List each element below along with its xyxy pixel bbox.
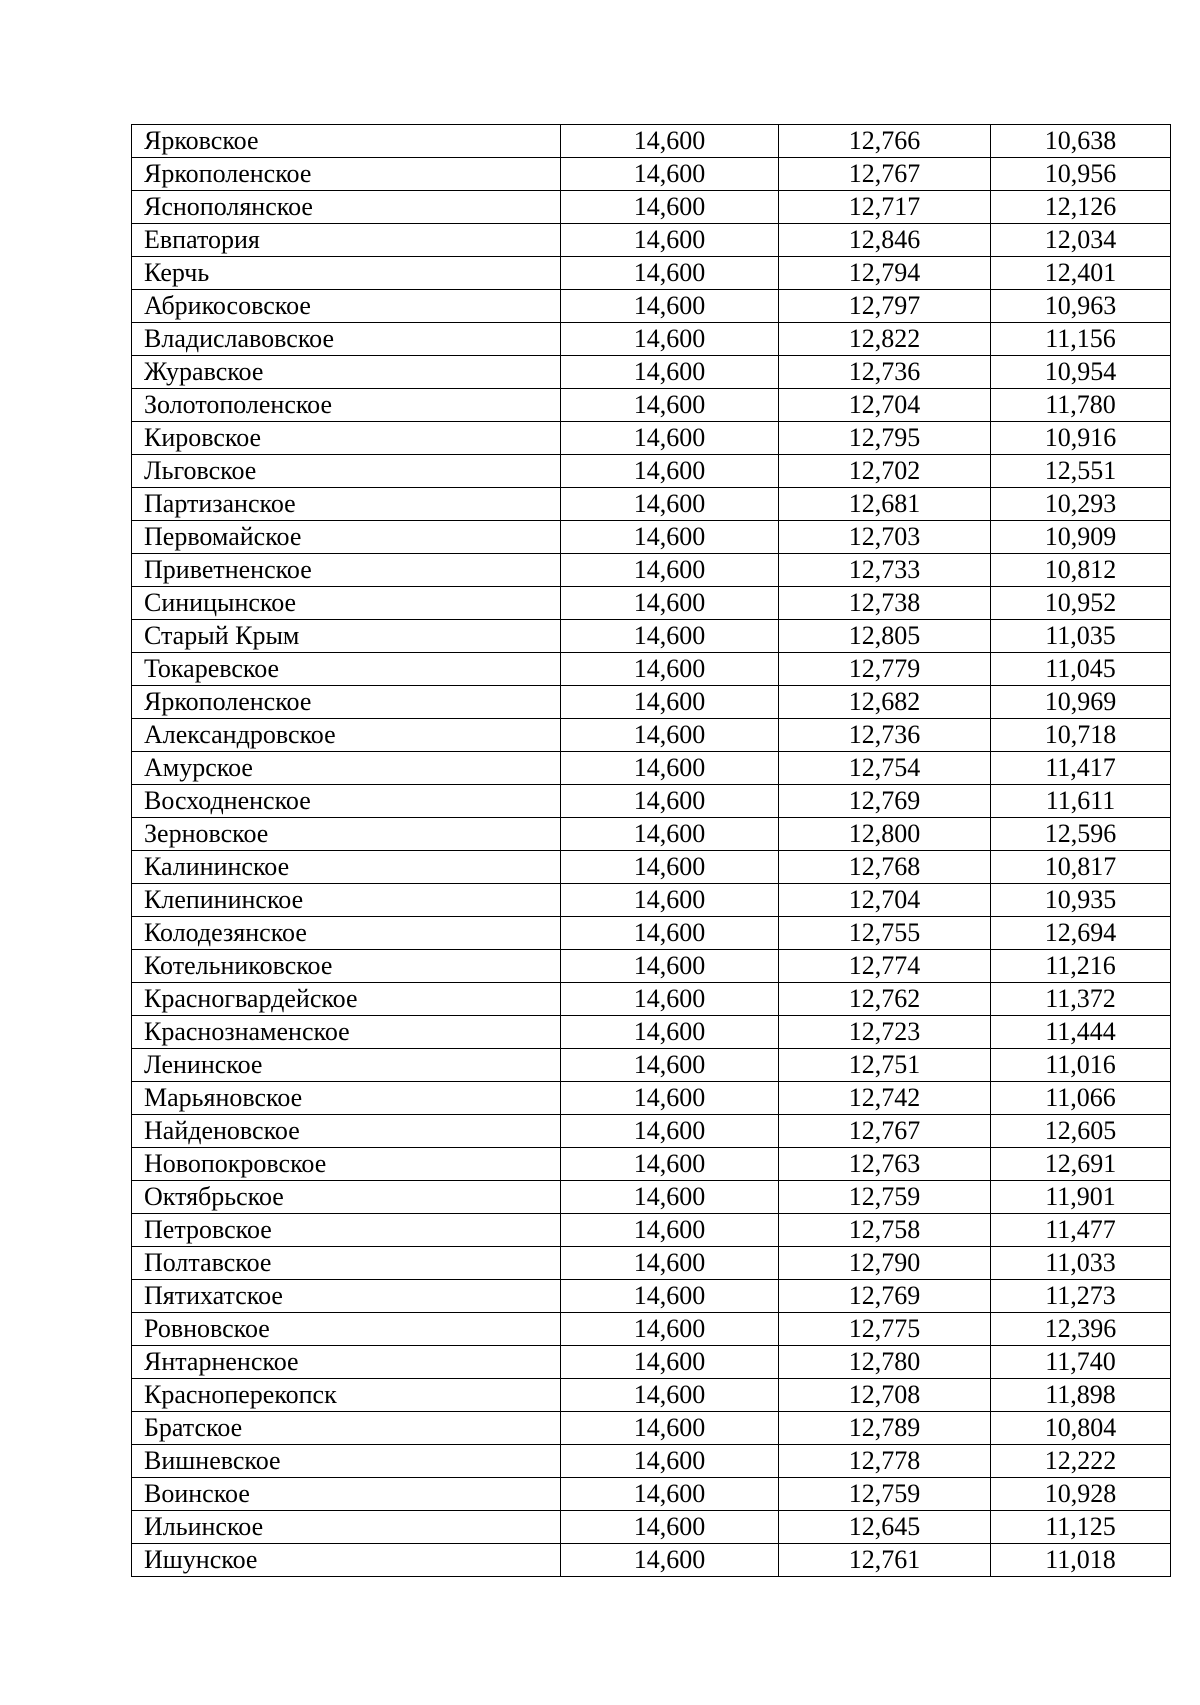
table-body [132, 125, 1171, 1577]
value-2-cell: 12,779 [779, 653, 991, 686]
value-2-cell: 12,736 [779, 356, 991, 389]
value-1-cell: 14,600 [561, 224, 779, 257]
value-1-cell: 14,600 [561, 1115, 779, 1148]
value-2-cell: 12,645 [779, 1511, 991, 1544]
value-2-cell: 12,681 [779, 488, 991, 521]
value-2-cell: 12,795 [779, 422, 991, 455]
settlement-name-cell: Льговское [132, 455, 561, 488]
value-2-cell: 12,733 [779, 554, 991, 587]
value-1-cell: 14,600 [561, 719, 779, 752]
value-1-cell: 14,600 [561, 884, 779, 917]
value-3-cell: 11,035 [991, 620, 1171, 653]
table-row [132, 191, 1171, 224]
value-2-cell: 12,738 [779, 587, 991, 620]
value-2-cell: 12,769 [779, 1280, 991, 1313]
table-row [132, 554, 1171, 587]
settlement-name-cell: Токаревское [132, 653, 561, 686]
value-2-cell: 12,754 [779, 752, 991, 785]
settlement-name-cell: Журавское [132, 356, 561, 389]
value-1-cell: 14,600 [561, 752, 779, 785]
table-row [132, 356, 1171, 389]
table-row [132, 1280, 1171, 1313]
value-2-cell: 12,704 [779, 884, 991, 917]
table-row [132, 785, 1171, 818]
settlement-name-cell: Ярковское [132, 125, 561, 158]
value-3-cell: 12,691 [991, 1148, 1171, 1181]
value-1-cell: 14,600 [561, 1313, 779, 1346]
settlement-name-cell: Яркополенское [132, 158, 561, 191]
settlement-name-cell: Петровское [132, 1214, 561, 1247]
settlement-name-cell: Амурское [132, 752, 561, 785]
value-1-cell: 14,600 [561, 818, 779, 851]
value-3-cell: 12,551 [991, 455, 1171, 488]
table-row [132, 488, 1171, 521]
value-2-cell: 12,742 [779, 1082, 991, 1115]
value-2-cell: 12,758 [779, 1214, 991, 1247]
table-row [132, 587, 1171, 620]
settlement-name-cell: Ленинское [132, 1049, 561, 1082]
value-2-cell: 12,717 [779, 191, 991, 224]
settlement-name-cell: Октябрьское [132, 1181, 561, 1214]
value-3-cell: 12,605 [991, 1115, 1171, 1148]
table-row [132, 422, 1171, 455]
value-1-cell: 14,600 [561, 1181, 779, 1214]
value-3-cell: 11,444 [991, 1016, 1171, 1049]
value-3-cell: 12,222 [991, 1445, 1171, 1478]
settlement-name-cell: Ильинское [132, 1511, 561, 1544]
value-3-cell: 11,740 [991, 1346, 1171, 1379]
value-1-cell: 14,600 [561, 983, 779, 1016]
value-1-cell: 14,600 [561, 1082, 779, 1115]
settlement-name-cell: Воинское [132, 1478, 561, 1511]
settlement-name-cell: Партизанское [132, 488, 561, 521]
table-row [132, 851, 1171, 884]
value-3-cell: 11,016 [991, 1049, 1171, 1082]
table-row [132, 1445, 1171, 1478]
value-2-cell: 12,761 [779, 1544, 991, 1577]
settlement-name-cell: Красноперекопск [132, 1379, 561, 1412]
value-1-cell: 14,600 [561, 290, 779, 323]
value-3-cell: 11,125 [991, 1511, 1171, 1544]
value-2-cell: 12,768 [779, 851, 991, 884]
value-3-cell: 10,909 [991, 521, 1171, 554]
table-row [132, 950, 1171, 983]
table-row [132, 521, 1171, 554]
settlement-name-cell: Клепининское [132, 884, 561, 917]
value-1-cell: 14,600 [561, 455, 779, 488]
value-3-cell: 10,718 [991, 719, 1171, 752]
value-1-cell: 14,600 [561, 389, 779, 422]
settlement-name-cell: Котельниковское [132, 950, 561, 983]
value-3-cell: 11,780 [991, 389, 1171, 422]
value-1-cell: 14,600 [561, 1511, 779, 1544]
settlement-name-cell: Найденовское [132, 1115, 561, 1148]
settlement-name-cell: Керчь [132, 257, 561, 290]
table-row [132, 1148, 1171, 1181]
value-3-cell: 11,066 [991, 1082, 1171, 1115]
value-3-cell: 10,638 [991, 125, 1171, 158]
settlement-name-cell: Янтарненское [132, 1346, 561, 1379]
table-row [132, 323, 1171, 356]
value-2-cell: 12,846 [779, 224, 991, 257]
value-3-cell: 10,817 [991, 851, 1171, 884]
settlement-name-cell: Братское [132, 1412, 561, 1445]
value-3-cell: 11,156 [991, 323, 1171, 356]
value-2-cell: 12,789 [779, 1412, 991, 1445]
value-2-cell: 12,780 [779, 1346, 991, 1379]
value-3-cell: 11,417 [991, 752, 1171, 785]
value-1-cell: 14,600 [561, 1148, 779, 1181]
settlement-name-cell: Пятихатское [132, 1280, 561, 1313]
value-2-cell: 12,775 [779, 1313, 991, 1346]
table-row [132, 1346, 1171, 1379]
value-3-cell: 11,216 [991, 950, 1171, 983]
value-1-cell: 14,600 [561, 917, 779, 950]
settlement-name-cell: Владиславовское [132, 323, 561, 356]
table-row [132, 125, 1171, 158]
value-1-cell: 14,600 [561, 1016, 779, 1049]
value-1-cell: 14,600 [561, 785, 779, 818]
table-row [132, 719, 1171, 752]
value-3-cell: 11,045 [991, 653, 1171, 686]
value-1-cell: 14,600 [561, 653, 779, 686]
settlement-name-cell: Абрикосовское [132, 290, 561, 323]
settlement-name-cell: Новопокровское [132, 1148, 561, 1181]
table-row [132, 884, 1171, 917]
value-3-cell: 11,018 [991, 1544, 1171, 1577]
settlement-name-cell: Краснознаменское [132, 1016, 561, 1049]
value-1-cell: 14,600 [561, 125, 779, 158]
value-1-cell: 14,600 [561, 1544, 779, 1577]
value-2-cell: 12,769 [779, 785, 991, 818]
value-3-cell: 12,596 [991, 818, 1171, 851]
value-3-cell: 11,901 [991, 1181, 1171, 1214]
settlement-name-cell: Золотополенское [132, 389, 561, 422]
settlement-name-cell: Яснополянское [132, 191, 561, 224]
value-1-cell: 14,600 [561, 1412, 779, 1445]
settlement-name-cell: Первомайское [132, 521, 561, 554]
value-1-cell: 14,600 [561, 257, 779, 290]
settlement-name-cell: Александровское [132, 719, 561, 752]
value-3-cell: 10,935 [991, 884, 1171, 917]
settlement-name-cell: Красногвардейское [132, 983, 561, 1016]
value-1-cell: 14,600 [561, 620, 779, 653]
value-2-cell: 12,703 [779, 521, 991, 554]
value-1-cell: 14,600 [561, 488, 779, 521]
value-2-cell: 12,682 [779, 686, 991, 719]
settlement-name-cell: Старый Крым [132, 620, 561, 653]
value-3-cell: 10,956 [991, 158, 1171, 191]
value-1-cell: 14,600 [561, 521, 779, 554]
table-row [132, 1016, 1171, 1049]
value-3-cell: 12,034 [991, 224, 1171, 257]
settlement-name-cell: Полтавское [132, 1247, 561, 1280]
table-row [132, 1214, 1171, 1247]
settlement-name-cell: Калининское [132, 851, 561, 884]
value-2-cell: 12,767 [779, 1115, 991, 1148]
table-row [132, 1379, 1171, 1412]
value-2-cell: 12,790 [779, 1247, 991, 1280]
value-1-cell: 14,600 [561, 1280, 779, 1313]
value-2-cell: 12,704 [779, 389, 991, 422]
table-row [132, 983, 1171, 1016]
value-2-cell: 12,708 [779, 1379, 991, 1412]
value-3-cell: 10,928 [991, 1478, 1171, 1511]
value-3-cell: 10,963 [991, 290, 1171, 323]
table-row [132, 158, 1171, 191]
table-row [132, 1511, 1171, 1544]
settlement-name-cell: Кировское [132, 422, 561, 455]
value-2-cell: 12,766 [779, 125, 991, 158]
value-3-cell: 12,401 [991, 257, 1171, 290]
value-3-cell: 10,954 [991, 356, 1171, 389]
value-1-cell: 14,600 [561, 1049, 779, 1082]
value-3-cell: 10,293 [991, 488, 1171, 521]
value-2-cell: 12,751 [779, 1049, 991, 1082]
value-3-cell: 10,804 [991, 1412, 1171, 1445]
value-2-cell: 12,759 [779, 1181, 991, 1214]
value-3-cell: 11,477 [991, 1214, 1171, 1247]
table-row [132, 752, 1171, 785]
value-2-cell: 12,763 [779, 1148, 991, 1181]
value-2-cell: 12,762 [779, 983, 991, 1016]
value-1-cell: 14,600 [561, 323, 779, 356]
table-row [132, 1313, 1171, 1346]
table-row [132, 653, 1171, 686]
table-row [132, 1247, 1171, 1280]
value-3-cell: 11,372 [991, 983, 1171, 1016]
settlement-name-cell: Ишунское [132, 1544, 561, 1577]
value-1-cell: 14,600 [561, 1214, 779, 1247]
table-row [132, 1478, 1171, 1511]
table-row [132, 1082, 1171, 1115]
value-3-cell: 12,694 [991, 917, 1171, 950]
value-1-cell: 14,600 [561, 686, 779, 719]
value-3-cell: 11,898 [991, 1379, 1171, 1412]
table-row [132, 917, 1171, 950]
table-row [132, 1115, 1171, 1148]
table-row [132, 1544, 1171, 1577]
value-2-cell: 12,774 [779, 950, 991, 983]
value-1-cell: 14,600 [561, 554, 779, 587]
value-2-cell: 12,723 [779, 1016, 991, 1049]
value-1-cell: 14,600 [561, 191, 779, 224]
table-row [132, 818, 1171, 851]
value-1-cell: 14,600 [561, 1379, 779, 1412]
value-3-cell: 12,396 [991, 1313, 1171, 1346]
value-2-cell: 12,759 [779, 1478, 991, 1511]
table-row [132, 1049, 1171, 1082]
value-3-cell: 11,611 [991, 785, 1171, 818]
table-row [132, 455, 1171, 488]
value-3-cell: 11,273 [991, 1280, 1171, 1313]
value-1-cell: 14,600 [561, 1346, 779, 1379]
settlement-name-cell: Приветненское [132, 554, 561, 587]
value-2-cell: 12,778 [779, 1445, 991, 1478]
value-1-cell: 14,600 [561, 587, 779, 620]
settlement-name-cell: Восходненское [132, 785, 561, 818]
settlement-name-cell: Колодезянское [132, 917, 561, 950]
table-row [132, 257, 1171, 290]
settlement-name-cell: Вишневское [132, 1445, 561, 1478]
settlement-name-cell: Яркополенское [132, 686, 561, 719]
value-1-cell: 14,600 [561, 1478, 779, 1511]
value-2-cell: 12,702 [779, 455, 991, 488]
table-row [132, 1181, 1171, 1214]
settlement-name-cell: Ровновское [132, 1313, 561, 1346]
value-1-cell: 14,600 [561, 851, 779, 884]
value-2-cell: 12,794 [779, 257, 991, 290]
settlement-name-cell: Синицынское [132, 587, 561, 620]
table-row [132, 290, 1171, 323]
value-2-cell: 12,736 [779, 719, 991, 752]
value-1-cell: 14,600 [561, 1247, 779, 1280]
value-1-cell: 14,600 [561, 356, 779, 389]
value-3-cell: 10,952 [991, 587, 1171, 620]
value-3-cell: 10,969 [991, 686, 1171, 719]
table-row [132, 620, 1171, 653]
value-2-cell: 12,800 [779, 818, 991, 851]
value-3-cell: 12,126 [991, 191, 1171, 224]
settlement-name-cell: Зерновское [132, 818, 561, 851]
value-3-cell: 10,916 [991, 422, 1171, 455]
settlement-name-cell: Евпатория [132, 224, 561, 257]
value-2-cell: 12,822 [779, 323, 991, 356]
table-row [132, 224, 1171, 257]
value-1-cell: 14,600 [561, 950, 779, 983]
value-2-cell: 12,805 [779, 620, 991, 653]
value-3-cell: 11,033 [991, 1247, 1171, 1280]
value-2-cell: 12,797 [779, 290, 991, 323]
value-3-cell: 10,812 [991, 554, 1171, 587]
settlement-name-cell: Марьяновское [132, 1082, 561, 1115]
table-row [132, 1412, 1171, 1445]
value-2-cell: 12,767 [779, 158, 991, 191]
value-1-cell: 14,600 [561, 422, 779, 455]
table-row [132, 389, 1171, 422]
value-1-cell: 14,600 [561, 1445, 779, 1478]
value-1-cell: 14,600 [561, 158, 779, 191]
data-table [131, 124, 1171, 1577]
table-row [132, 686, 1171, 719]
value-2-cell: 12,755 [779, 917, 991, 950]
